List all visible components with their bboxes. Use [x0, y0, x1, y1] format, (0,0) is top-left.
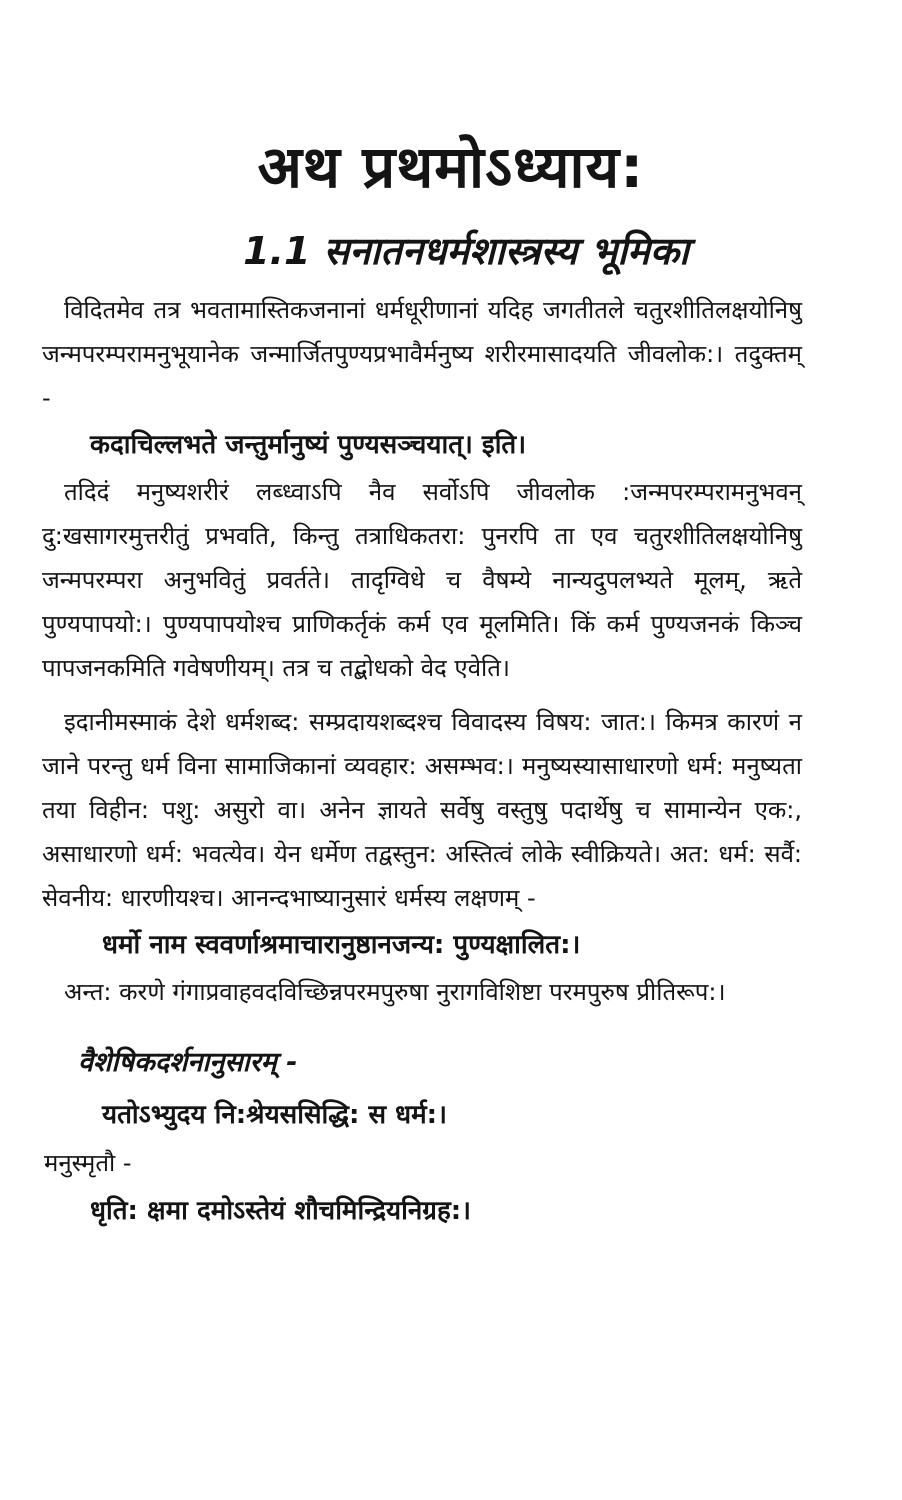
chapter-title: अथ प्रथमोऽध्याय: — [257, 133, 645, 201]
subheading-vaisheshika: वैशेषिकदर्शनानुसारम् - — [78, 1047, 298, 1078]
verse-quote-2: धर्मो नाम स्ववर्णाश्रमाचारानुष्ठानजन्य: पुण्यक्षालित:। — [102, 930, 581, 960]
source-label-manusmriti: मनुस्मृतौ - — [44, 1149, 132, 1177]
section-title: 1.1 सनातनधर्मशास्त्रस्य भूमिका — [243, 229, 689, 273]
page-body — [42, 288, 802, 1236]
verse-quote-1: कदाचिल्लभते जन्तुर्मानुष्यं पुण्यसञ्चयात्। इति। — [90, 430, 527, 460]
paragraph-body-3: इदानीमस्माकं देशे धर्मशब्द: सम्प्रदायशब्दश्च विवादस्य विषय: जात:। किमत्र कारणं न जाने परन्तु धर्म विना सामाजिकानां व्यवहार: असम्भव:। मनुष्यस्यासाधारणो धर्म: मनुष्यता तया विहीन: पशु: असुरो वा। अनेन ज्ञायते सर्वेषु वस्तुषु पदार्थेषु च सामान्येन एक:, असाधारणो धर्म: भवत्येव। येन धर्मेण तद्वस्तुन: अस्तित्वं लोके स्वीक्रियते। अत: धर्म: सर्वै: सेवनीय: धारणीयश्च। आनन्दभाष्यानुसारं धर्मस्य लक्षणम् - — [42, 708, 802, 912]
paragraph-body-4: अन्त: करणे गंगाप्रवाहवदविच्छिन्नपरमपुरुषा नुरागविशिष्टा परमपुरुष प्रीतिरूप:। — [64, 978, 726, 1006]
paragraph-intro: विदितमेव तत्र भवतामास्तिकजनानां धर्मधूरीणानां यदिह जगतीतले चतुरशीतिलक्षयोनिषु जन्मपरम्परामनुभूयानेक जन्मार्जितपुण्यप्रभावैर्मनुष्य शरीरमासादयति जीवलोक:। तदुक्तम् - — [42, 296, 802, 412]
verse-quote-3: यतोऽभ्युदय नि:श्रेयससिद्धि: स धर्म:। — [102, 1100, 447, 1130]
paragraph-body-2: तदिदं मनुष्यशरीरं लब्ध्वाऽपि नैव सर्वोऽपि जीवलोक :जन्मपरम्परामनुभवन् दु:खसागरमुत्तरीतुं प्रभवति, किन्तु तत्राधिकतरा: पुनरपि ता एव चतुरशीतिलक्षयोनिषु जन्मपरम्परा अनुभवितुं प्रवर्तते। तादृग्विधे च वैषम्ये नान्यदुपलभ्यते मूलम्, ऋते पुण्यपापयो:। पुण्यपापयोश्च प्राणिकर्तृकं कर्म एव मूलमिति। किं कर्म पुण्यजनकं किञ्च पापजनकमिति गवेषणीयम्। तत्र च तद्बोधको वेद एवेति। — [42, 478, 802, 682]
verse-quote-4: धृति: क्षमा दमोऽस्तेयं शौचमिन्द्रियनिग्रह:। — [90, 1196, 472, 1226]
